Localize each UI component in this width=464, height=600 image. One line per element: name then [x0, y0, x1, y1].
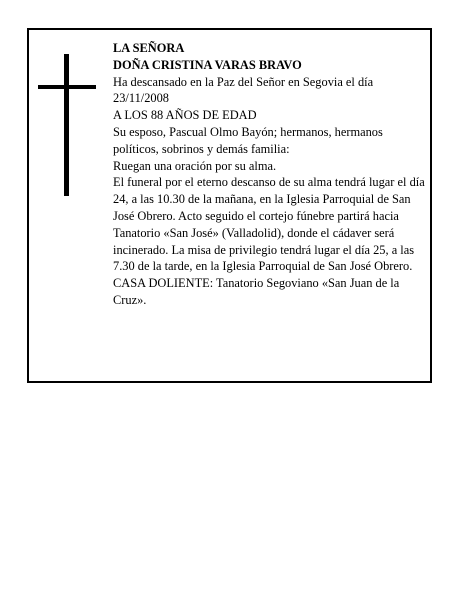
mourning-house: CASA DOLIENTE: Tanatorio Segoviano «San Juan de la Cruz». [113, 276, 400, 307]
family-line: Su esposo, Pascual Olmo Bayón; hermanos, hermanos políticos, sobrinos y demás familia: [113, 124, 383, 156]
deceased-name: DOÑA CRISTINA VARAS BRAVO [113, 57, 302, 72]
cross-horizontal-bar [38, 85, 96, 89]
death-announcement: Ha descansado en la Paz del Señor en Segovia el día 23/11/2008 [113, 74, 374, 106]
prayer-request: Ruegan una oración por su alma. [113, 158, 277, 173]
age-line: A LOS 88 AÑOS DE EDAD [113, 108, 257, 123]
notice-title: LA SEÑORA [113, 41, 185, 55]
funeral-details: El funeral por el eterno descanso de su alma tendrá lugar el día 24, a las 10.30 de la mañana, en la Iglesia Parroquial de San José Obrero. Acto seguido el cortejo fúnebre partirá hacia Tanatorio «San José» (Valladolid), donde el cádaver será incinerado. La misa de privilegio tendrá lugar el día 25, a las 7.30 de la tarde, en la Iglesia Parroquial de San José Obrero. [113, 175, 425, 274]
cross-vertical-bar [64, 54, 69, 196]
obituary-text [113, 40, 431, 309]
